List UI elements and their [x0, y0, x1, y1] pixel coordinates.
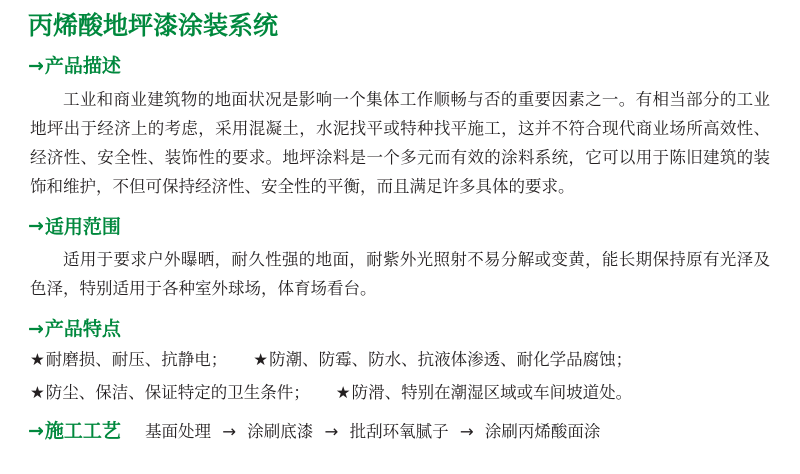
section-heading-application-scope — [28, 216, 800, 239]
spacer — [227, 345, 253, 374]
paragraph-application-scope: 适用于要求户外曝晒，耐久性强的地面，耐紫外光照射不易分解或变黄，能长期保持原有光泽及色泽，特别适用于各种室外球场，体育场看台。 — [30, 250, 770, 299]
section-title-text: 适用范围 — [44, 215, 121, 238]
feature-text-left: 防尘、保洁、保证特定的卫生条件； — [45, 383, 310, 403]
arrow-icon: → — [28, 419, 44, 442]
process-step: 批刮环氧腻子 — [349, 421, 449, 441]
section-title-text: 产品描述 — [44, 55, 121, 78]
paragraph-product-description: 工业和商业建筑物的地面状况是影响一个集体工作顺畅与否的重要因素之一。有相当部分的工业地坪出于经济上的考虑，采用混凝土，水泥找平或特种找平施工，这并不符合现代商业场所高效性、经济性、安全性、装饰性的要求。地坪涂料是一个多元而有效的涂料系统，它可以用于陈旧建筑的装饰和维护，不但可保持经济性、安全性的平衡，而且满足许多具体的要求。 — [30, 90, 770, 196]
process-step: 涂刷底漆 — [247, 421, 314, 441]
section-construction-process — [28, 420, 800, 443]
star-icon: ★ — [253, 349, 269, 369]
section-heading-construction-process — [28, 420, 121, 443]
feature-row — [30, 345, 800, 374]
star-icon: ★ — [30, 383, 45, 403]
feature-text-right: 防潮、防霉、防水、抗液体渗透、耐化学品腐蚀； — [269, 349, 633, 369]
section-heading-product-description — [28, 55, 800, 78]
feature-text-left: 耐磨损、耐压、抗静电； — [45, 349, 228, 369]
feature-row — [30, 378, 800, 407]
document-page — [0, 10, 800, 474]
feature-text-right: 防滑、特别在潮湿区域或车间坡道处。 — [351, 383, 633, 403]
section-title-text: 产品特点 — [44, 318, 121, 341]
arrow-icon: → — [28, 317, 44, 340]
arrow-icon: → — [459, 421, 474, 441]
star-icon: ★ — [335, 383, 351, 403]
process-step: 涂刷丙烯酸面涂 — [484, 421, 601, 441]
page-title: 丙烯酸地坪漆涂装系统 — [28, 11, 279, 40]
arrow-icon: → — [28, 55, 44, 78]
arrow-icon: → — [28, 215, 44, 238]
star-icon: ★ — [30, 349, 45, 369]
process-step-list — [145, 420, 600, 443]
section-title-text: 施工工艺 — [44, 419, 121, 442]
arrow-icon: → — [324, 421, 339, 441]
section-heading-product-features — [28, 318, 800, 341]
process-step: 基面处理 — [144, 421, 211, 441]
spacer — [310, 378, 336, 407]
arrow-icon: → — [222, 421, 237, 441]
